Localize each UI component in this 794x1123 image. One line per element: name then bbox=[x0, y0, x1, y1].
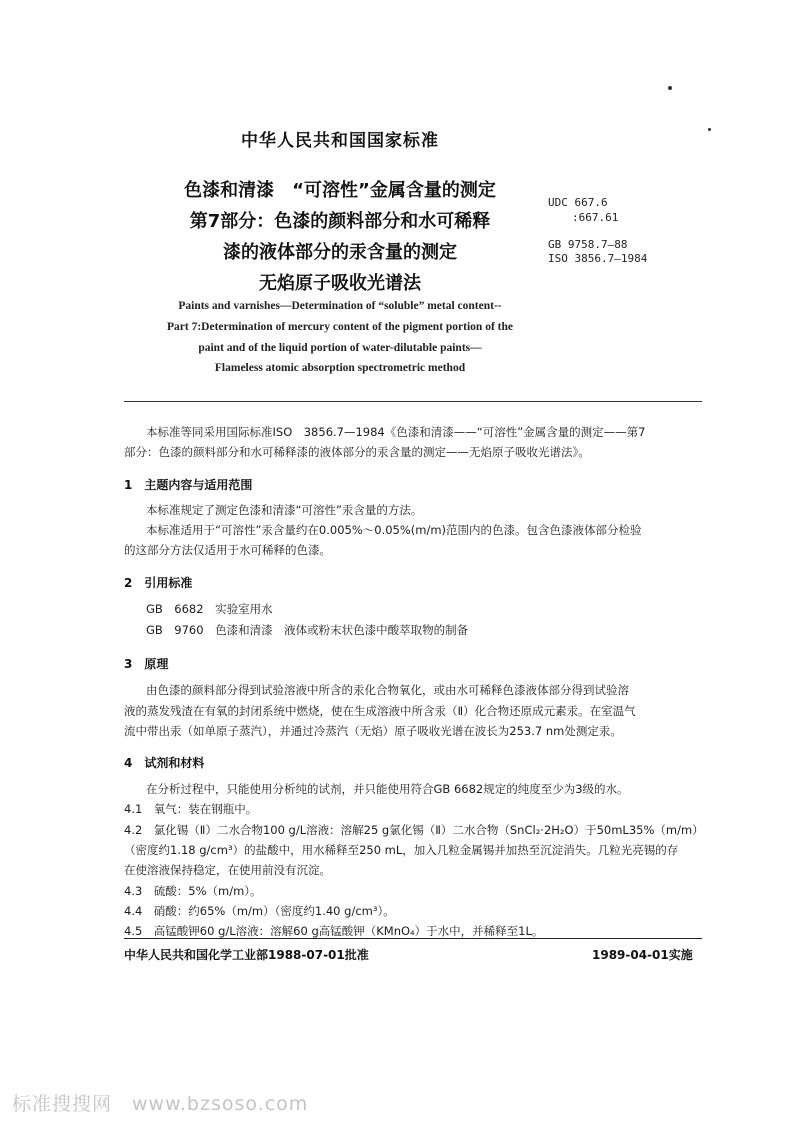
udc-code-1: UDC 667.6 bbox=[548, 196, 608, 209]
section-1-line: 本标准规定了测定色漆和清漆“可溶性”汞含量的方法。 bbox=[146, 503, 423, 517]
section-4-line: 4.5 高锰酸钾60 g/L溶液：溶解60 g高锰酸钾（KMnO₄）于水中，并稀释至1L。 bbox=[124, 924, 544, 938]
scan-speck bbox=[708, 128, 711, 131]
section-4-line: （密度约1.18 g/cm³）的盐酸中，用水稀释至250 mL，加入几粒金属锡并加热至沉淀消失。几粒光亮锡的存 bbox=[124, 843, 679, 857]
section-1-heading: 1 主题内容与适用范围 bbox=[124, 478, 253, 492]
section-1-line: 本标准适用于“可溶性”汞含量约在0.005%～0.05%(m/m)范围内的色漆。包含色漆液体部分检验 bbox=[146, 523, 642, 537]
standard-type-heading: 中华人民共和国国家标准 bbox=[241, 131, 439, 151]
scan-speck bbox=[668, 86, 672, 90]
english-title-line-3: paint and of the liquid portion of water-dilutable paints— bbox=[198, 342, 482, 354]
reference-item: GB 6682 实验室用水 bbox=[146, 602, 273, 616]
title-line-1: 色漆和清漆 “可溶性”金属含量的测定 bbox=[184, 180, 496, 201]
section-1-line: 的这部分方法仅适用于水可稀释的色漆。 bbox=[124, 543, 331, 557]
section-4-line: 4.4 硝酸：约65%（m/m）（密度约1.40 g/cm³）。 bbox=[124, 904, 395, 918]
approval-issuer: 中华人民共和国化学工业部1988-07-01批准 bbox=[124, 948, 369, 962]
udc-code-2: :667.61 bbox=[572, 211, 619, 224]
title-line-2: 第7部分：色漆的颜料部分和水可稀释 bbox=[189, 211, 491, 232]
section-4-line: 在分析过程中，只能使用分析纯的试剂，并只能使用符合GB 6682规定的纯度至少为3级的水。 bbox=[146, 782, 629, 796]
footer-divider bbox=[124, 938, 702, 939]
gb-code: GB 9758.7—88 bbox=[548, 238, 628, 251]
intro-line: 本标准等同采用国际标准ISO 3856.7—1984《色漆和清漆——“可溶性”金属含量的测定——第7 bbox=[146, 425, 646, 439]
section-3-line: 流中带出汞（如单原子蒸汽），并通过冷蒸汽（无焰）原子吸收光谱在波长为253.7 nm处测定汞。 bbox=[124, 724, 622, 738]
section-4-line: 在使溶液保持稳定，在使用前没有沉淀。 bbox=[124, 863, 331, 877]
section-3-line: 液的蒸发残渣在有氧的封闭系统中燃烧，使在生成溶液中所含汞（Ⅱ）化合物还原成元素汞。在室温气 bbox=[124, 704, 636, 718]
english-title-line-4: Flameless atomic absorption spectrometric method bbox=[214, 362, 466, 374]
site-watermark: 标准搜搜网 www.bzsoso.com bbox=[12, 1093, 309, 1115]
header-divider bbox=[124, 401, 702, 402]
english-title-line-1: Paints and varnishes—Determination of “soluble” metal content-- bbox=[178, 300, 502, 312]
english-title-line-2: Part 7:Determination of mercury content of the pigment portion of the bbox=[167, 321, 513, 333]
title-line-3: 漆的液体部分的汞含量的测定 bbox=[223, 242, 457, 263]
section-4-line: 4.1 氧气：装在钢瓶中。 bbox=[124, 802, 258, 816]
section-3-line: 由色漆的颜料部分得到试验溶液中所含的汞化合物氧化，或由水可稀释色漆液体部分得到试验溶 bbox=[146, 683, 629, 697]
section-4-line: 4.3 硫酸：5%（m/m）。 bbox=[124, 884, 262, 898]
effective-date: 1989-04-01实施 bbox=[592, 948, 693, 962]
intro-line: 部分：色漆的颜料部分和水可稀释漆的液体部分的汞含量的测定——无焰原子吸收光谱法》。 bbox=[124, 445, 590, 459]
reference-item: GB 9760 色漆和清漆 液体或粉末状色漆中酸萃取物的制备 bbox=[146, 623, 469, 637]
section-3-heading: 3 原理 bbox=[124, 657, 169, 671]
iso-code: ISO 3856.7—1984 bbox=[548, 252, 648, 265]
section-2-heading: 2 引用标准 bbox=[124, 576, 193, 590]
section-4-line: 4.2 氯化锡（Ⅱ）二水合物100 g/L溶液：溶解25 g氯化锡（Ⅱ）二水合物（SnCl₂·2H₂O）于50mL35%（m/m） bbox=[124, 823, 704, 837]
section-4-heading: 4 试剂和材料 bbox=[124, 756, 205, 770]
title-line-4: 无焰原子吸收光谱法 bbox=[259, 273, 421, 294]
